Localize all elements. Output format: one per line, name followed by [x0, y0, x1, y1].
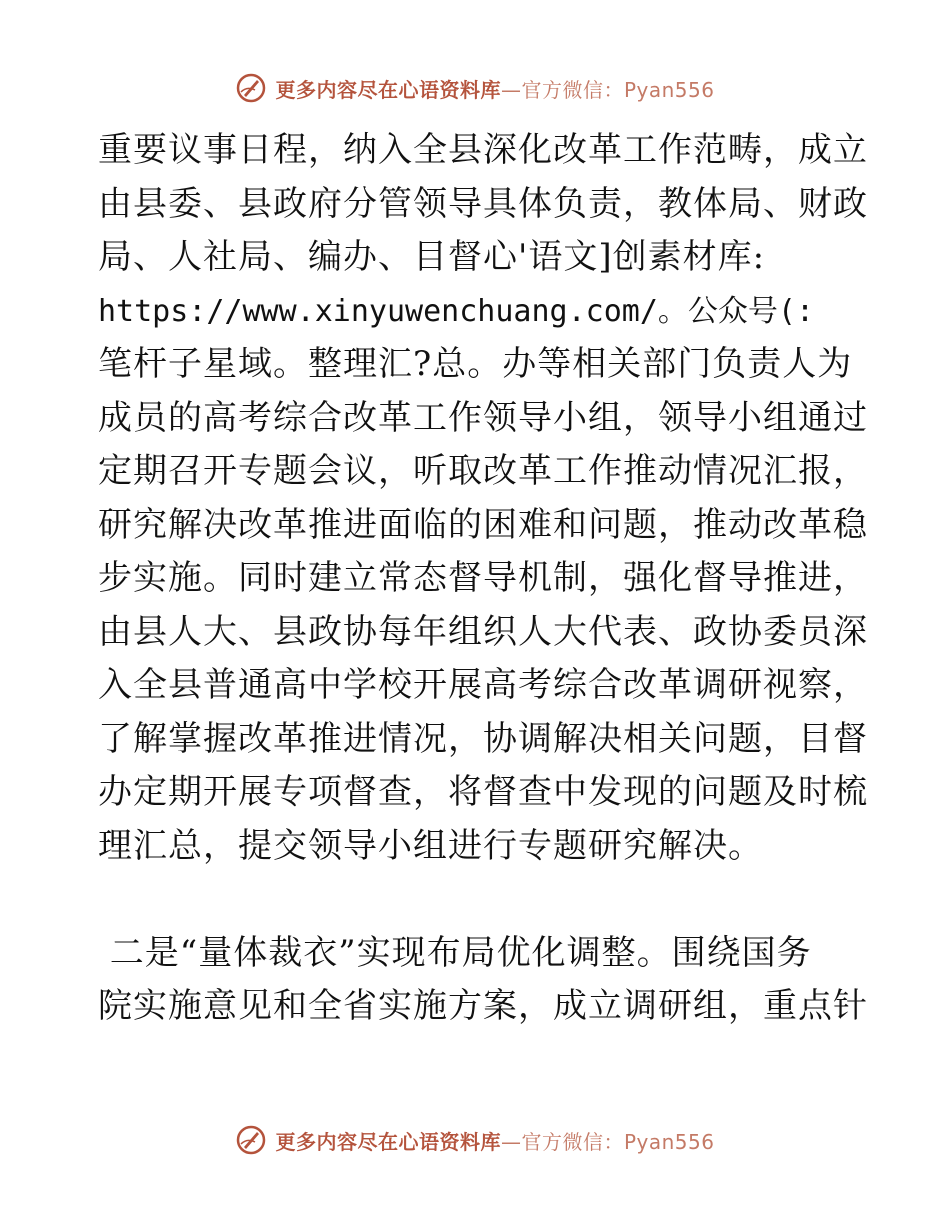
text-line: 入全县普通高中学校开展高考综合改革调研视察， [98, 665, 868, 705]
text-line: 局、人社局、编办、目督心'语文]创素材库: [98, 237, 766, 277]
text-line: 院实施意见和全省实施方案，成立调研组，重点针 [98, 986, 868, 1026]
header-watermark [0, 72, 950, 104]
text-line: 笔杆子星域。整理汇?总。办等相关部门负责人为 [98, 344, 853, 384]
watermark-main: 更多内容尽在心语资料库 [275, 77, 501, 102]
text-line: 步实施。同时建立常态督导机制，强化督导推进， [98, 558, 868, 598]
footer-watermark [0, 1124, 950, 1156]
text-line-url: https://www.xinyuwenchuang.com/。公众号(: [98, 293, 815, 329]
text-line: 重要议事日程，纳入全县深化改革工作范畴，成立 [98, 130, 868, 170]
text-line: 理汇总，提交领导小组进行专题研究解决。 [98, 825, 763, 866]
watermark-wechat: 官方微信：Pyan556 [521, 77, 715, 102]
document-body [98, 124, 868, 1034]
paragraph-gap [98, 873, 858, 927]
watermark-main: 更多内容尽在心语资料库 [275, 1129, 501, 1154]
text-line: 成员的高考综合改革工作领导小组，领导小组通过 [98, 397, 868, 438]
text-line: 办定期开展专项督查，将督查中发现的问题及时梳 [98, 772, 868, 812]
text-line: 二是“量体裁衣”实现布局优化调整。围绕国务 [98, 932, 812, 973]
text-line: 定期召开专题会议，听取改革工作推动情况汇报， [98, 451, 868, 491]
text-line: 了解掌握改革推进情况，协调解决相关问题，目督 [98, 718, 868, 759]
watermark-separator: — [500, 77, 522, 102]
watermark-separator: — [500, 1129, 522, 1154]
text-line: 由县人大、县政协每年组织人大代表、政协委员深 [98, 611, 868, 652]
text-line: 研究解决改革推进面临的困难和问题，推动改革稳 [98, 504, 868, 545]
quill-pen-logo-icon [235, 1124, 267, 1156]
watermark-wechat: 官方微信：Pyan556 [521, 1129, 715, 1154]
watermark-text [275, 74, 714, 103]
text-line: 由县委、县政府分管领导具体负责，教体局、财政 [98, 183, 868, 224]
watermark-text [275, 1126, 714, 1155]
quill-pen-logo-icon [235, 72, 267, 104]
